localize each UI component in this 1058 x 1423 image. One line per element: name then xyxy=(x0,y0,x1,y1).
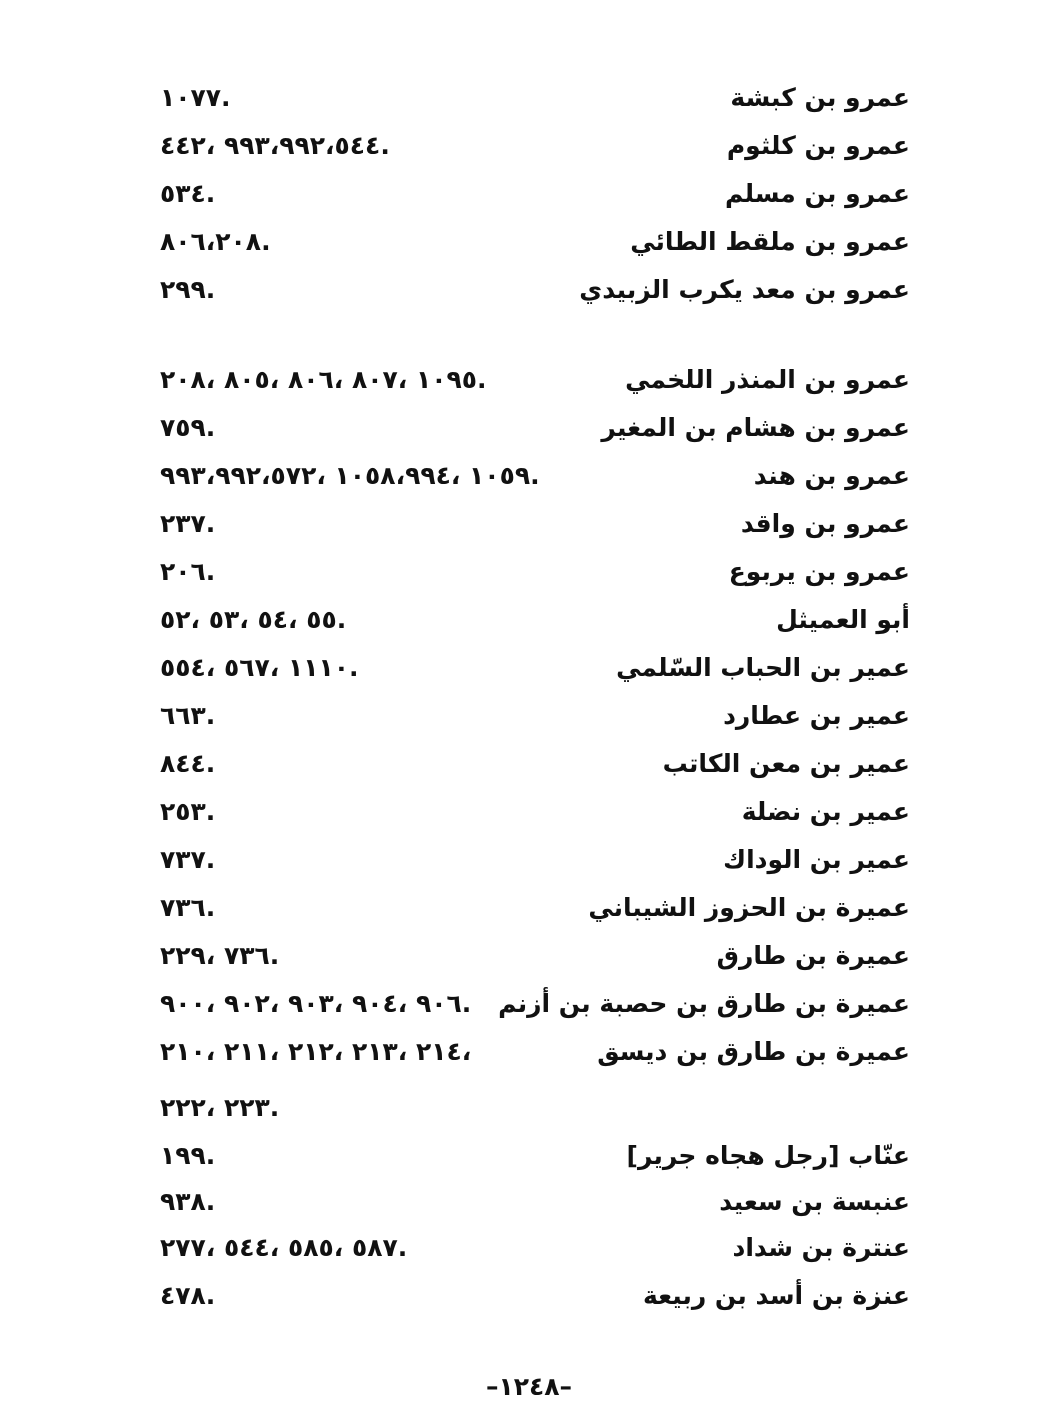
index-entry xyxy=(150,222,910,262)
entry-pages: .١٠٥٩ ،١٠٥٨،٩٩٤ ،٩٩٣،٩٩٢،٥٧٢ xyxy=(160,461,540,490)
entry-pages: .٤٧٨ xyxy=(160,1281,216,1310)
entry-name: عنزة بن أسد بن ربيعة xyxy=(642,1281,910,1310)
entry-name: عمرو بن يربوع xyxy=(728,557,910,586)
entry-name: عنترة بن شداد xyxy=(732,1233,910,1262)
index-entry xyxy=(150,600,910,640)
index-entry xyxy=(150,648,910,688)
index-entry xyxy=(150,792,910,832)
entry-pages: .١٠٩٥ ،٨٠٧ ،٨٠٦ ،٨٠٥ ،٢٠٨ xyxy=(160,365,487,394)
entry-pages: .١٩٩ xyxy=(160,1141,216,1170)
index-entry xyxy=(150,552,910,592)
entry-pages: .٩٣٨ xyxy=(160,1187,216,1216)
entry-pages: .١٠٧٧ xyxy=(160,83,231,112)
entry-pages: .٢٣٧ xyxy=(160,509,216,538)
index-entry xyxy=(150,1228,910,1268)
entry-pages: .٩٩٣،٩٩٢،٥٤٤ ،٤٤٢ xyxy=(160,131,390,160)
entry-pages: .٦٦٣ xyxy=(160,701,216,730)
index-entry xyxy=(150,1276,910,1316)
index-entry xyxy=(150,270,910,310)
index-entry xyxy=(150,360,910,400)
entry-pages: .١١١٠ ،٥٦٧ ،٥٥٤ xyxy=(160,653,359,682)
index-entry-continuation xyxy=(150,1088,910,1128)
entry-pages: .٢٥٣ xyxy=(160,797,216,826)
entry-name: عمرو بن كلثوم xyxy=(726,131,910,160)
index-entry xyxy=(150,174,910,214)
entry-pages: .٨٠٦،٢٠٨ xyxy=(160,227,271,256)
entry-name: عميرة بن الحزوز الشيباني xyxy=(588,893,910,922)
index-entry xyxy=(150,456,910,496)
entry-name: عمرو بن ملقط الطائي xyxy=(630,227,910,256)
entry-pages: .٧٥٩ xyxy=(160,413,216,442)
entry-pages: .٨٤٤ xyxy=(160,749,216,778)
index-entry xyxy=(150,408,910,448)
entry-name: عمير بن الوداك xyxy=(723,845,910,874)
entry-pages: .٧٣٧ xyxy=(160,845,216,874)
entry-pages: .٥٥ ،٥٤ ،٥٣ ،٥٢ xyxy=(160,605,347,634)
entry-name: عمير بن نضلة xyxy=(741,797,910,826)
entry-pages: .٩٠٦ ،٩٠٤ ،٩٠٣ ،٩٠٢ ،٩٠٠ xyxy=(160,989,472,1018)
index-entry xyxy=(150,744,910,784)
entry-pages: .٧٣٦ xyxy=(160,893,216,922)
entry-pages: .٥٣٤ xyxy=(160,179,216,208)
entry-name: عنّاب [رجل هجاه جرير] xyxy=(626,1141,910,1170)
entry-name: عمرو بن المنذر اللخمي xyxy=(625,365,910,394)
index-entry xyxy=(150,888,910,928)
entry-name: عنبسة بن سعيد xyxy=(719,1187,910,1216)
entry-name: عمرو بن هند xyxy=(753,461,910,490)
entry-pages: .٢٩٩ xyxy=(160,275,216,304)
entry-pages: .٥٨٧ ،٥٨٥ ،٥٤٤ ،٢٧٧ xyxy=(160,1233,408,1262)
index-entry xyxy=(150,504,910,544)
entry-name: عميرة بن طارق بن ديسق xyxy=(597,1037,910,1066)
entry-name: عمرو بن كبشة xyxy=(730,83,910,112)
entry-name: عمرو بن مسلم xyxy=(725,179,910,208)
index-entry xyxy=(150,696,910,736)
index-entry xyxy=(150,840,910,880)
index-entry xyxy=(150,1182,910,1222)
index-entry xyxy=(150,936,910,976)
index-entry xyxy=(150,126,910,166)
index-entry xyxy=(150,984,910,1024)
entry-name: عمير بن الحباب السّلمي xyxy=(616,653,910,682)
index-entry xyxy=(150,1032,910,1072)
entry-pages: ،٢١٤ ،٢١٣ ،٢١٢ ،٢١١ ،٢١٠ xyxy=(160,1037,472,1066)
entry-name: عمير بن عطارد xyxy=(723,701,910,730)
entry-name: عمرو بن معد يكرب الزبيدي xyxy=(579,275,910,304)
entry-pages: .٢٠٦ xyxy=(160,557,216,586)
entry-pages: .٢٢٣ ،٢٢٢ xyxy=(160,1093,280,1122)
entry-name: عمير بن معن الكاتب xyxy=(662,749,910,778)
entry-pages: .٧٣٦ ،٢٢٩ xyxy=(160,941,280,970)
entry-name: عميرة بن طارق xyxy=(716,941,910,970)
index-entry xyxy=(150,1136,910,1176)
entry-name: عميرة بن طارق بن حصبة بن أزنم xyxy=(498,989,910,1018)
index-entry xyxy=(150,78,910,118)
page-number: –١٢٤٨– xyxy=(485,1372,573,1401)
entry-name: أبو العميثل xyxy=(776,605,910,634)
entry-name: عمرو بن واقد xyxy=(740,509,910,538)
entry-name: عمرو بن هشام بن المغير xyxy=(601,413,910,442)
